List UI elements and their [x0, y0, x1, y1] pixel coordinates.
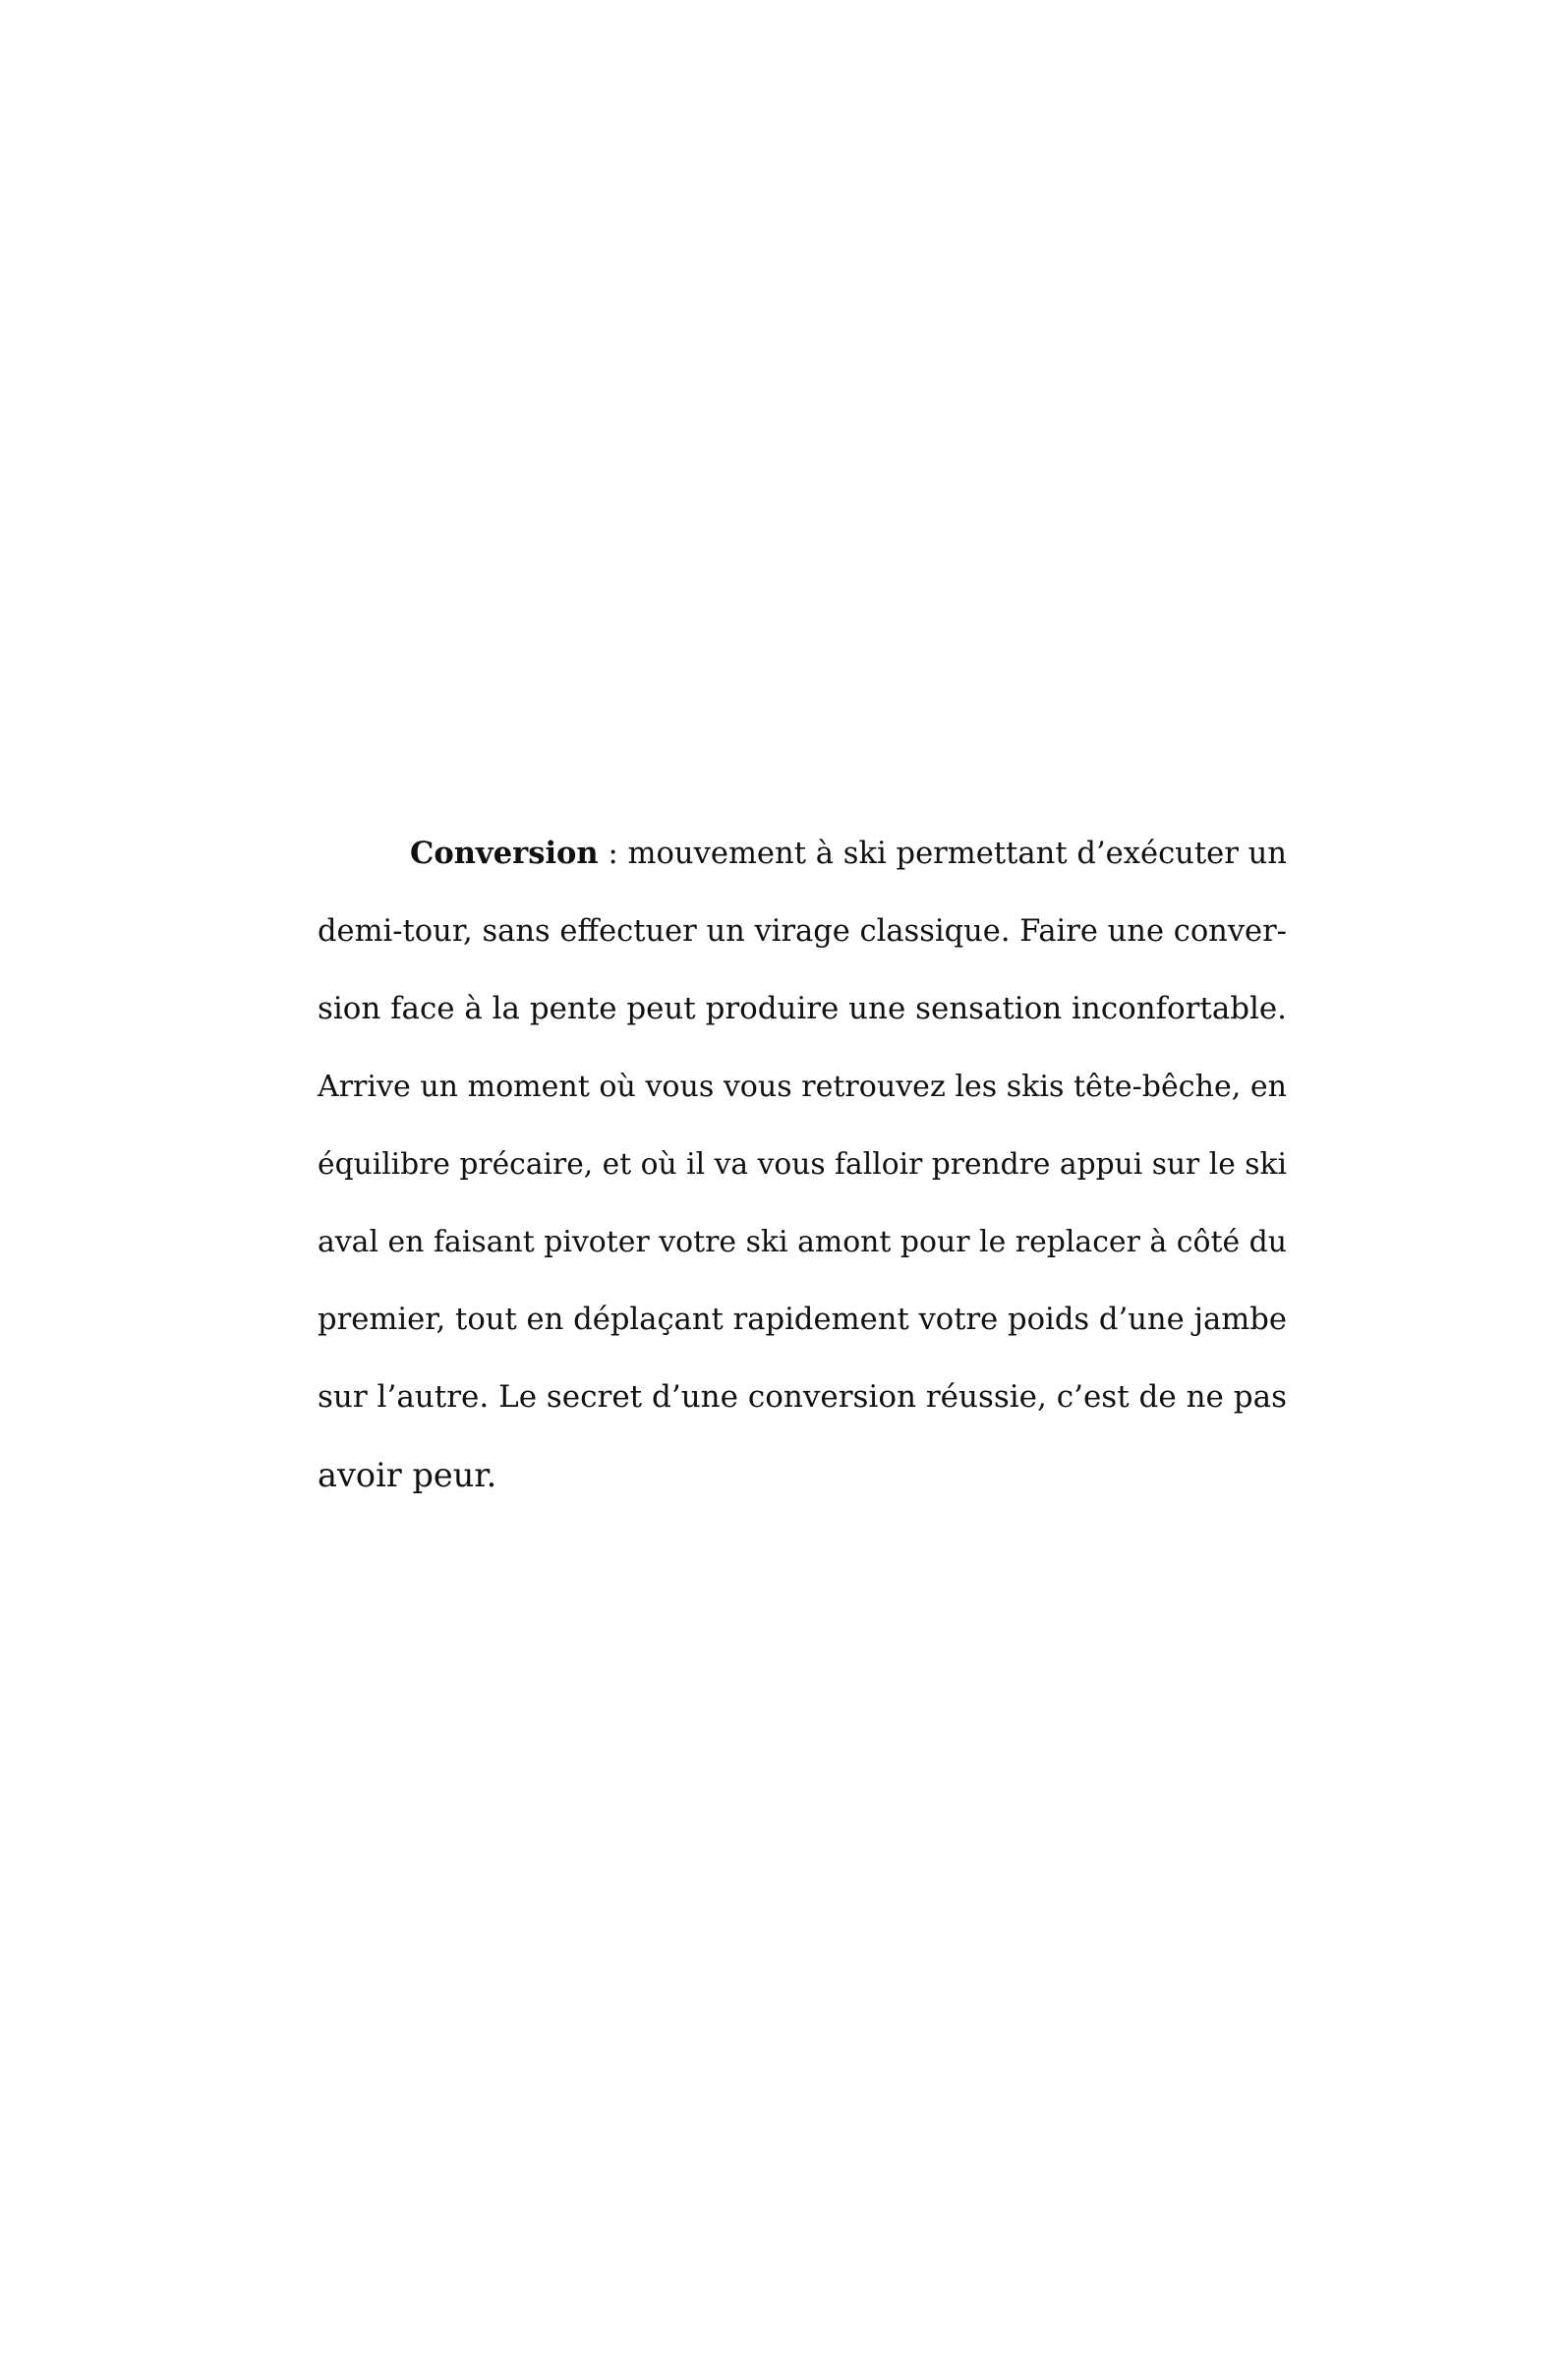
paragraph-line: premier, tout en déplaçant rapidement votre poids d’une jambe	[318, 1303, 1287, 1337]
definition-paragraph	[318, 831, 1287, 1530]
paragraph-line: sur l’autre. Le secret d’une conversion réussie, c’est de ne pas	[318, 1379, 1287, 1415]
glossary-term: Conversion	[410, 836, 599, 871]
paragraph-line	[318, 831, 1287, 908]
paragraph-line: demi-tour, sans effectuer un virage classique. Faire une conver-	[318, 914, 1287, 949]
paragraph-line: Arrive un moment où vous vous retrouvez les skis tête-bêche, en	[318, 1070, 1287, 1104]
paragraph-line: avoir peur.	[318, 1456, 497, 1494]
paragraph-line: aval en faisant pivoter votre ski amont pour le replacer à côté du	[318, 1225, 1287, 1259]
paragraph-line: sion face à la pente peut produire une sensation inconfortable.	[318, 991, 1287, 1026]
line-text: : mouvement à ski permettant d’exécuter un	[598, 837, 1287, 871]
paragraph-line: équilibre précaire, et où il va vous falloir prendre appui sur le ski	[318, 1147, 1287, 1182]
